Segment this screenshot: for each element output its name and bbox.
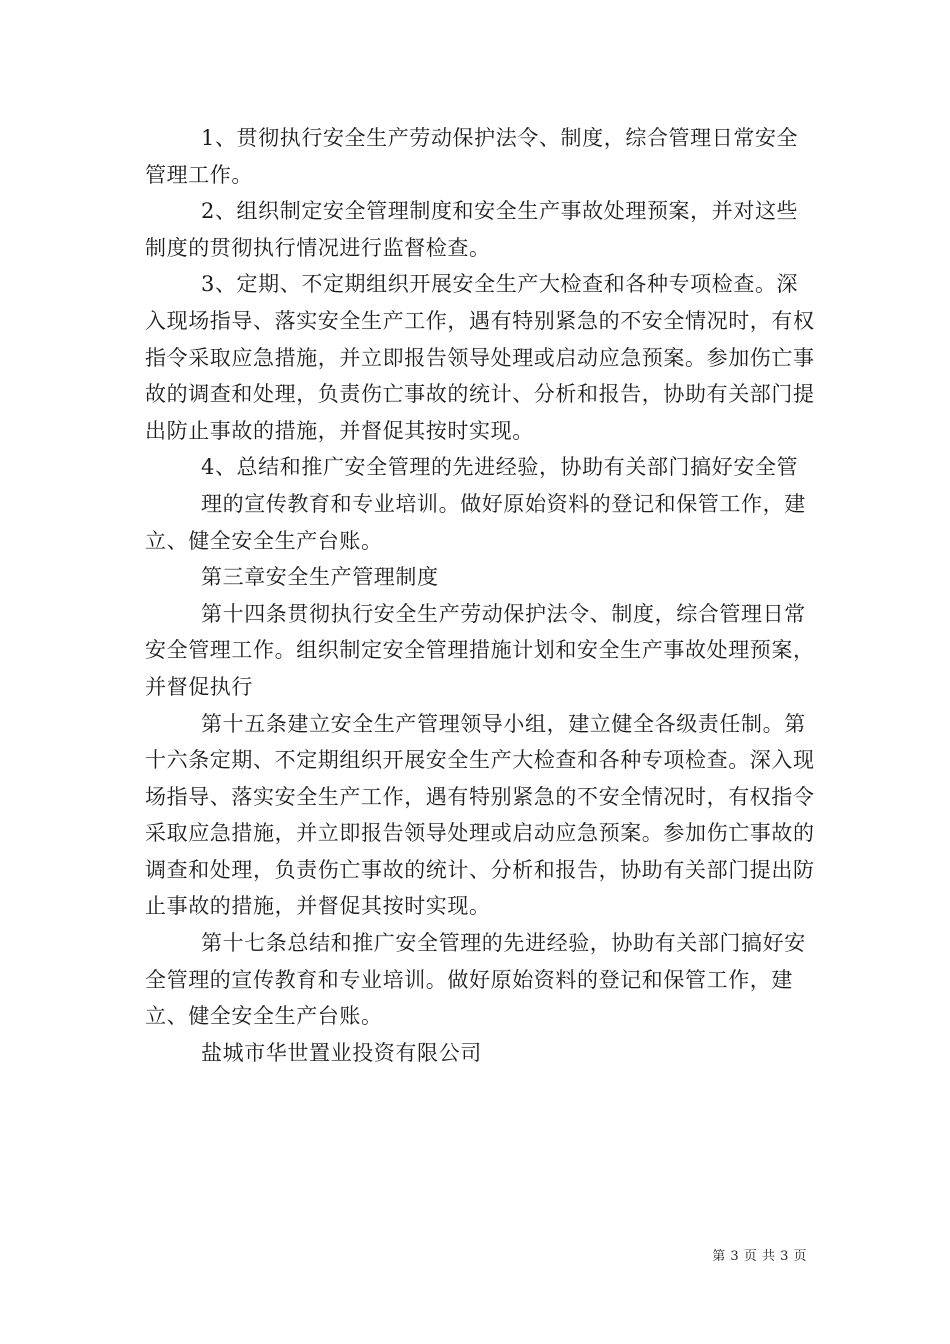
paragraph-1: 1、贯彻执行安全生产劳动保护法令、制度，综合管理日常安全管理工作。 <box>145 126 799 187</box>
page-number-footer: 第 3 页 共 3 页 <box>712 1249 807 1264</box>
paragraph-5: 理的宣传教育和专业培训。做好原始资料的登记和保管工作，建立、健全安全生产台账。 <box>145 491 806 553</box>
paragraph-3: 3、定期、不定期组织开展安全生产大检查和各种专项检查。深入现场指导、落实安全生产工作，遇有特别紧急的不安全情况时，有权指令采取应急措施，并立即报告领导处理或启动应急预案。参加伤亡事故的调查和处理，负责伤亡事故的统计、分析和报告，协助有关部门提出防止事故的措施，并督促其按时实现。 <box>145 272 815 443</box>
document-body <box>145 120 815 1071</box>
paragraph-4: 4、总结和推广安全管理的先进经验，协助有关部门搞好安全管 <box>201 455 799 480</box>
company-signature: 盐城市华世置业投资有限公司 <box>201 1040 482 1065</box>
article-15-16: 第十五条建立安全生产管理领导小组，建立健全各级责任制。第十六条定期、不定期组织开展安全生产大检查和各种专项检查。深入现场指导、落实安全生产工作，遇有特别紧急的不安全情况时，有权指令采取应急措施，并立即报告领导处理或启动应急预案。参加伤亡事故的调查和处理，负责伤亡事故的统计、分析和报告，协助有关部门提出防止事故的措施，并督促其按时实现。 <box>145 711 815 919</box>
article-14: 第十四条贯彻执行安全生产劳动保护法令、制度，综合管理日常安全管理工作。组织制定安全管理措施计划和安全生产事故处理预案，并督促执行 <box>145 601 815 699</box>
chapter-heading: 第三章安全生产管理制度 <box>201 565 439 590</box>
article-17: 第十七条总结和推广安全管理的先进经验，协助有关部门搞好安全管理的宣传教育和专业培训。做好原始资料的登记和保管工作，建立、健全安全生产台账。 <box>145 931 806 1029</box>
paragraph-2: 2、组织制定安全管理制度和安全生产事故处理预案，并对这些制度的贯彻执行情况进行监督检查。 <box>145 199 799 260</box>
